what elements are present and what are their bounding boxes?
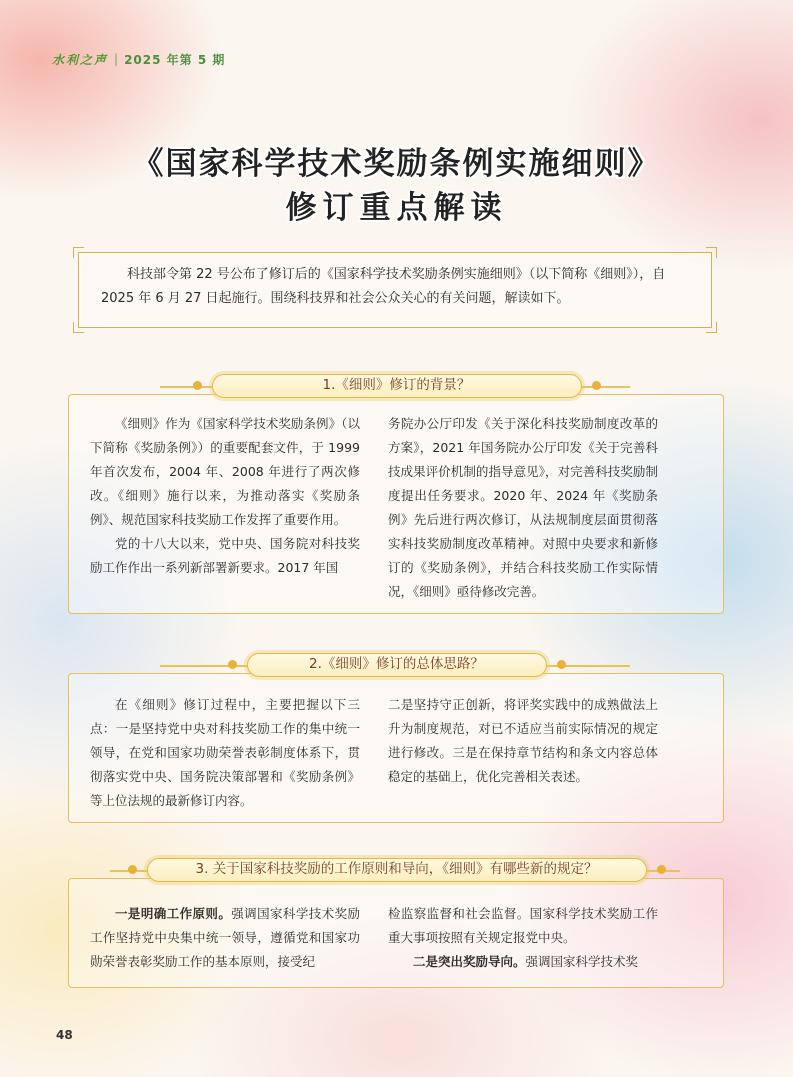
paragraph: 务院办公厅印发《关于深化科技奖励制度改革的方案》，2021 年国务院办公厅印发《关于完善科技成果评价机制的指导意见》，对完善科技奖励制度提出任务要求。2020 年、2024 年《奖励条例》先后进行两次修订，从法规制度层面贯彻落实科技奖励制度改革精神。对照中央要求和新修订的《奖励条例》，并结合科技奖励工作实际情况，《细则》亟待修改完善。 <box>388 416 658 599</box>
corner-ornament <box>706 322 717 333</box>
heading-dot <box>128 865 137 874</box>
section-2-col-right <box>388 693 658 813</box>
section-2-columns <box>90 693 658 813</box>
paragraph: 二是坚持守正创新，将评奖实践中的成熟做法上升为制度规范，对已不适应当前实际情况的规定进行修改。三是在保持章节结构和条文内容总体稳定的基础上，优化完善相关表述。 <box>388 697 658 784</box>
paragraph: 在《细则》修订过程中，主要把握以下三点：一是坚持党中央对科技奖励工作的集中统一领导，在党和国家功勋荣誉表彰制度体系下，贯彻落实党中央、国务院决策部署和《奖励条例》等上位法规的最新修订内容。 <box>90 697 360 808</box>
section-2-heading <box>247 653 547 677</box>
paragraph <box>90 902 360 974</box>
heading-dot <box>193 381 202 390</box>
paragraph: 党的十八大以来，党中央、国务院对科技奖励工作作出一系列新部署新要求。2017 年国 <box>90 536 360 575</box>
corner-ornament <box>706 247 717 258</box>
paragraph: 检监察监督和社会监督。国家科学技术奖励工作重大事项按照有关规定报党中央。 <box>388 906 658 945</box>
header-separator: | <box>114 52 119 66</box>
section-1-heading-text: 1.《细则》修订的背景？ <box>322 377 471 393</box>
journal-header <box>52 48 225 70</box>
section-2-heading-text: 2.《细则》修订的总体思路？ <box>309 656 484 672</box>
heading-dot <box>557 660 566 669</box>
section-3-columns <box>90 902 658 974</box>
page-number: 48 <box>56 1028 73 1042</box>
section-2-col-left <box>90 693 360 813</box>
issue-label: 2025 年第 5 期 <box>124 52 226 67</box>
journal-brand: 水利之声 <box>52 52 109 67</box>
section-3-heading-text: 3. 关于国家科技奖励的工作原则和导向，《细则》有哪些新的规定？ <box>195 861 598 877</box>
heading-dot <box>657 865 666 874</box>
section-1-col-left <box>90 412 360 604</box>
section-3-col-right <box>388 902 658 974</box>
section-3-heading <box>147 858 647 882</box>
bold-lead: 一是明确工作原则。 <box>115 906 232 921</box>
paragraph: 《细则》作为《国家科学技术奖励条例》（以下简称《奖励条例》）的重要配套文件，于 1999 年首次发布，2004 年、2008 年进行了两次修改。《细则》施行以来，为推动落实《奖励条例》、规范国家科技奖励工作发挥了重要作用。 <box>90 416 360 527</box>
section-1-col-right <box>388 412 658 604</box>
paragraph-text: 强调国家科学技术奖 <box>525 954 639 969</box>
paragraph-text: 强调国家科学技术奖励工作坚持党中央集中统一领导，遵循党和国家功勋荣誉表彰奖励工作的基本原则，接受纪 <box>90 906 360 969</box>
section-1-columns <box>90 412 658 604</box>
paragraph <box>388 950 658 974</box>
intro-box <box>78 252 712 328</box>
corner-ornament <box>73 322 84 333</box>
article-title-line-2: 修订重点解读 <box>285 190 508 226</box>
section-1-heading <box>212 374 582 398</box>
article-title-line-1: 《国家科学技术奖励条例实施细则》 <box>132 146 661 182</box>
heading-dot <box>592 381 601 390</box>
corner-ornament <box>73 247 84 258</box>
heading-dot <box>228 660 237 669</box>
intro-paragraph: 科技部令第 22 号公布了修订后的《国家科学技术奖励条例实施细则》（以下简称《细则》），自 2025 年 6 月 27 日起施行。围绕科技界和社会公众关心的有关问题，解读如下。 <box>101 267 666 306</box>
bold-lead: 二是突出奖励导向。 <box>413 954 526 969</box>
section-3-col-left <box>90 902 360 974</box>
